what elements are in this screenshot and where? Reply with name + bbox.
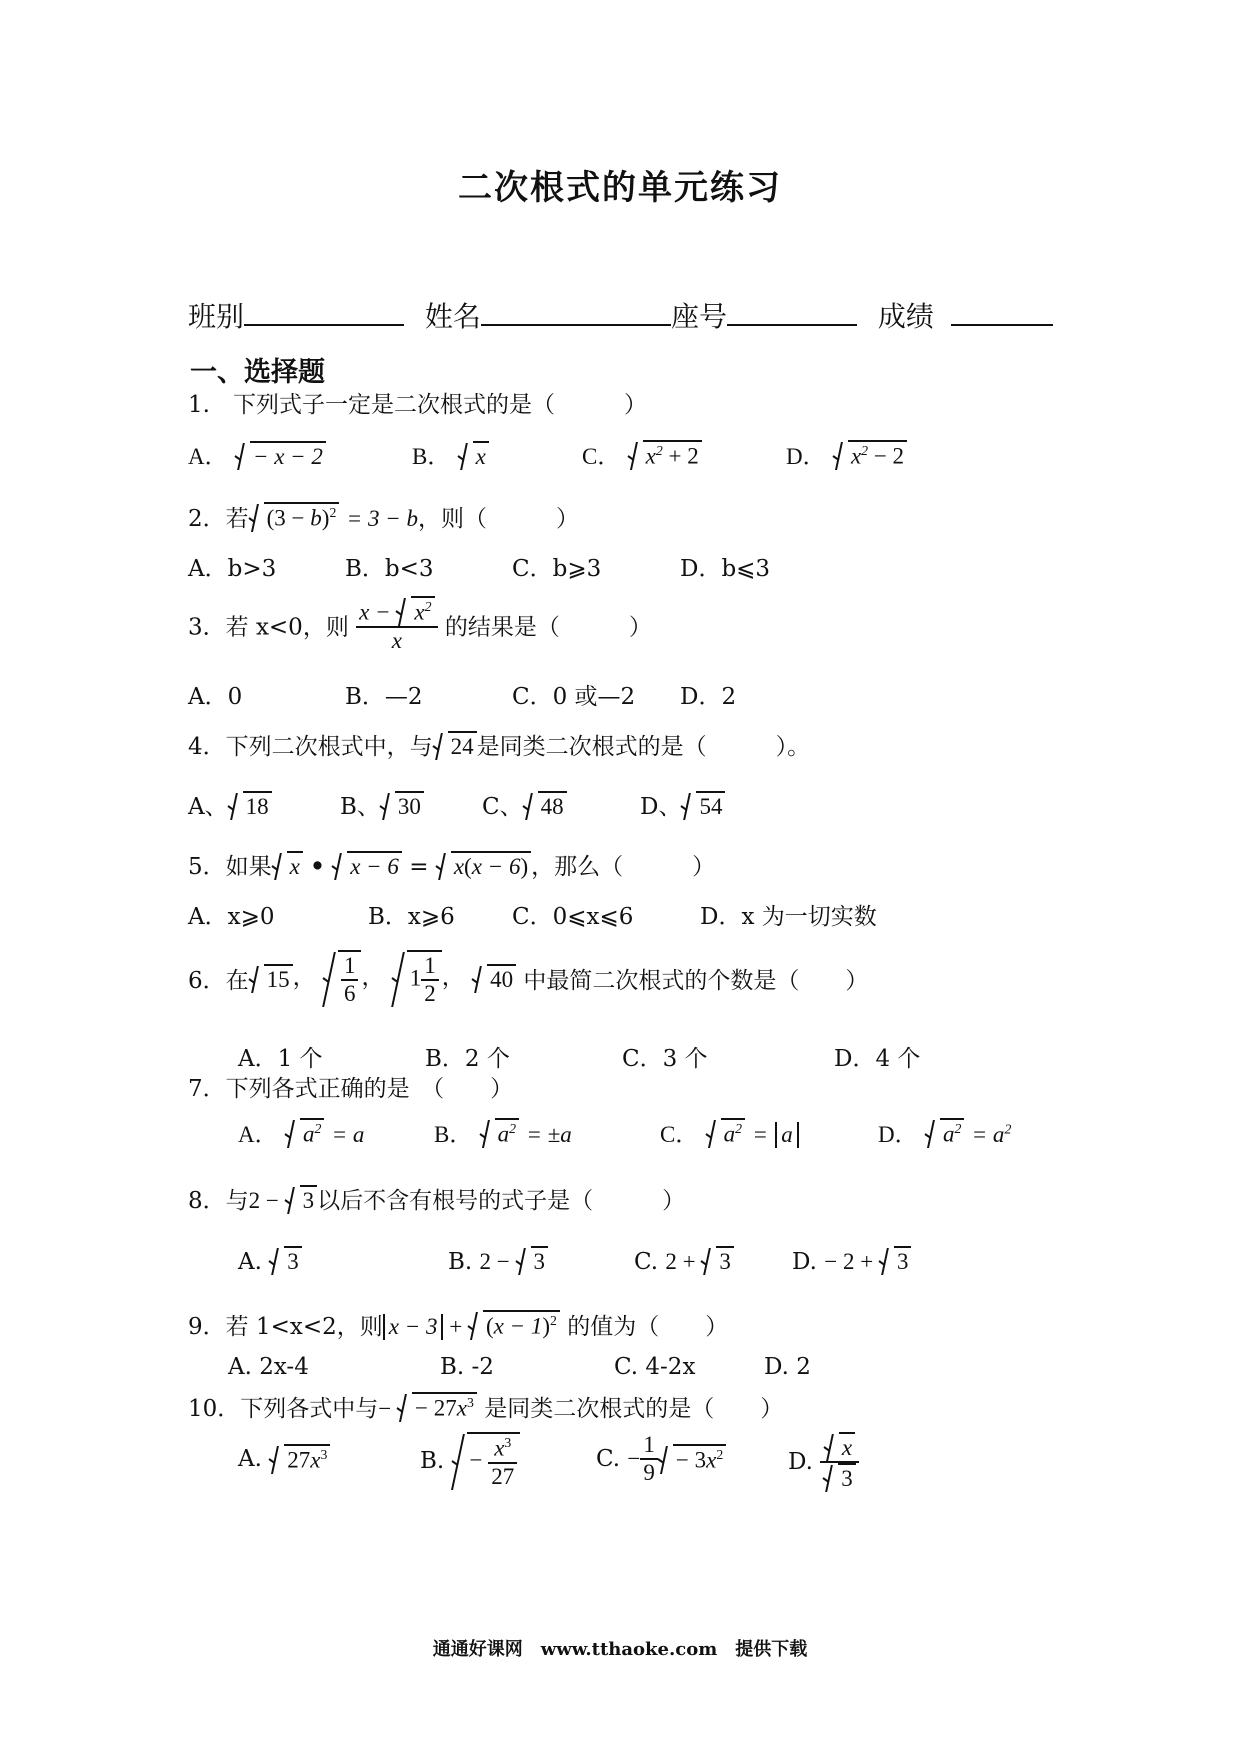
q4-option-c[interactable]: C、 48 bbox=[482, 788, 567, 821]
q1-option-c[interactable]: C． $x^2 + 2$ bbox=[582, 438, 702, 471]
q4-option-b[interactable]: B、 30 bbox=[340, 788, 424, 821]
q1-option-b[interactable]: B． x bbox=[412, 438, 489, 471]
q8-option-d[interactable]: D. − 2 + 3 bbox=[792, 1246, 911, 1275]
q1-option-a[interactable]: A． − x − 2 bbox=[188, 438, 326, 471]
q5-option-b[interactable]: B．x⩾6 bbox=[368, 904, 455, 930]
seat-label: 座号 bbox=[670, 300, 727, 333]
q2-stem: 2．若 $(3 - b)^2 = 3 - b$，则（ ） bbox=[188, 500, 579, 533]
info-line bbox=[188, 295, 1053, 335]
q6-option-b[interactable]: B．2 个 bbox=[425, 1046, 510, 1072]
q10-option-c[interactable]: C. − $\frac{1}{9}$ − $3x^2$ bbox=[596, 1432, 726, 1486]
score-blank[interactable] bbox=[951, 298, 1053, 326]
q10-option-a[interactable]: A. $27x^3$ bbox=[238, 1444, 330, 1474]
name-label: 姓名 bbox=[424, 300, 481, 333]
q7-option-b[interactable]: B． $a^2 = \pm a$ bbox=[434, 1116, 572, 1149]
page-title: 二次根式的单元练习 bbox=[458, 168, 782, 208]
q6-option-c[interactable]: C．3 个 bbox=[622, 1046, 708, 1072]
q7-option-c[interactable]: C． $a^2 = a$ bbox=[660, 1116, 799, 1149]
q5-option-a[interactable]: A．x⩾0 bbox=[188, 904, 275, 930]
q4-stem: 4．下列二次根式中，与 24 是同类二次根式的是（ ）。 bbox=[188, 728, 810, 761]
q2-option-d[interactable]: D．b⩽3 bbox=[680, 556, 771, 582]
q4-option-a[interactable]: A、 18 bbox=[188, 788, 272, 821]
q2-option-a[interactable]: A．b>3 bbox=[188, 556, 277, 582]
q3-option-b[interactable]: B．—2 bbox=[345, 684, 423, 710]
q10-option-d[interactable]: D. $\frac{x}{3}$ bbox=[788, 1432, 859, 1492]
q2-option-c[interactable]: C．b⩾3 bbox=[512, 556, 602, 582]
q3-stem: 3．若 x<0，则 $\frac{x - x^2}{x}$ 的结果是（ ） bbox=[188, 596, 652, 654]
class-blank[interactable] bbox=[244, 298, 404, 326]
seat-blank[interactable] bbox=[727, 298, 857, 326]
q4-option-d[interactable]: D、 54 bbox=[640, 788, 725, 821]
q5-stem: 5．如果 x • x − 6 = x(x − 6) ，那么（ ） bbox=[188, 853, 716, 880]
q3-option-a[interactable]: A．0 bbox=[188, 684, 243, 710]
q1-option-d[interactable]: D． $x^2 - 2$ bbox=[786, 438, 907, 471]
q2-option-b[interactable]: B．b<3 bbox=[345, 556, 434, 582]
q8-option-a[interactable]: A. 3 bbox=[238, 1246, 302, 1275]
class-label: 班别 bbox=[188, 300, 245, 333]
footer-credit: 通通好课网 www.tthaoke.com 提供下载 bbox=[432, 1639, 808, 1660]
q3-option-d[interactable]: D．2 bbox=[680, 684, 737, 710]
q5-option-c[interactable]: C．0⩽x⩽6 bbox=[512, 904, 634, 930]
q10-option-b[interactable]: B. − $\frac{x^3}{27}$ bbox=[420, 1432, 520, 1490]
q9-option-d[interactable]: D. 2 bbox=[764, 1354, 811, 1380]
q1-stem: 1. 下列式子一定是二次根式的是（ ） bbox=[188, 392, 647, 418]
q7-option-d[interactable]: D． $a^2 = a^2$ bbox=[878, 1116, 1011, 1149]
section-heading: 一、选择题 bbox=[190, 357, 325, 388]
q9-option-b[interactable]: B. -2 bbox=[440, 1354, 494, 1380]
q7-option-a[interactable]: A． $a^2 = a$ bbox=[238, 1116, 364, 1149]
q9-option-a[interactable]: A. 2x-4 bbox=[228, 1354, 309, 1380]
q9-option-c[interactable]: C. 4-2x bbox=[614, 1354, 696, 1380]
q5-option-d[interactable]: D．x 为一切实数 bbox=[700, 904, 877, 930]
q8-stem: 8．与2 − 3 以后不含有根号的式子是（ ） bbox=[188, 1182, 685, 1215]
q10-stem: 10．下列各式中与− − $27x^3$ 是同类二次根式的是（ ） bbox=[188, 1390, 783, 1423]
q7-stem: 7．下列各式正确的是 （ ） bbox=[188, 1076, 514, 1102]
q8-option-c[interactable]: C. 2 + 3 bbox=[634, 1246, 734, 1275]
score-label: 成绩 bbox=[877, 300, 934, 333]
q6-option-a[interactable]: A．1 个 bbox=[238, 1046, 323, 1072]
q6-option-d[interactable]: D．4 个 bbox=[834, 1046, 921, 1072]
q9-stem: 9．若 1<x<2，则 $x - 3 + (x - 1)^2$ 的值为（ ） bbox=[188, 1308, 728, 1341]
q8-option-b[interactable]: B. 2 − 3 bbox=[448, 1246, 548, 1275]
q6-stem: 6．在 15 ， $\frac{1}{6}$ ， 1 $\frac{1}{2}$ ， 40 中最简二次根式的个数是（ ） bbox=[188, 950, 868, 1007]
q3-option-c[interactable]: C．0 或—2 bbox=[512, 684, 636, 710]
name-blank[interactable] bbox=[481, 298, 671, 326]
